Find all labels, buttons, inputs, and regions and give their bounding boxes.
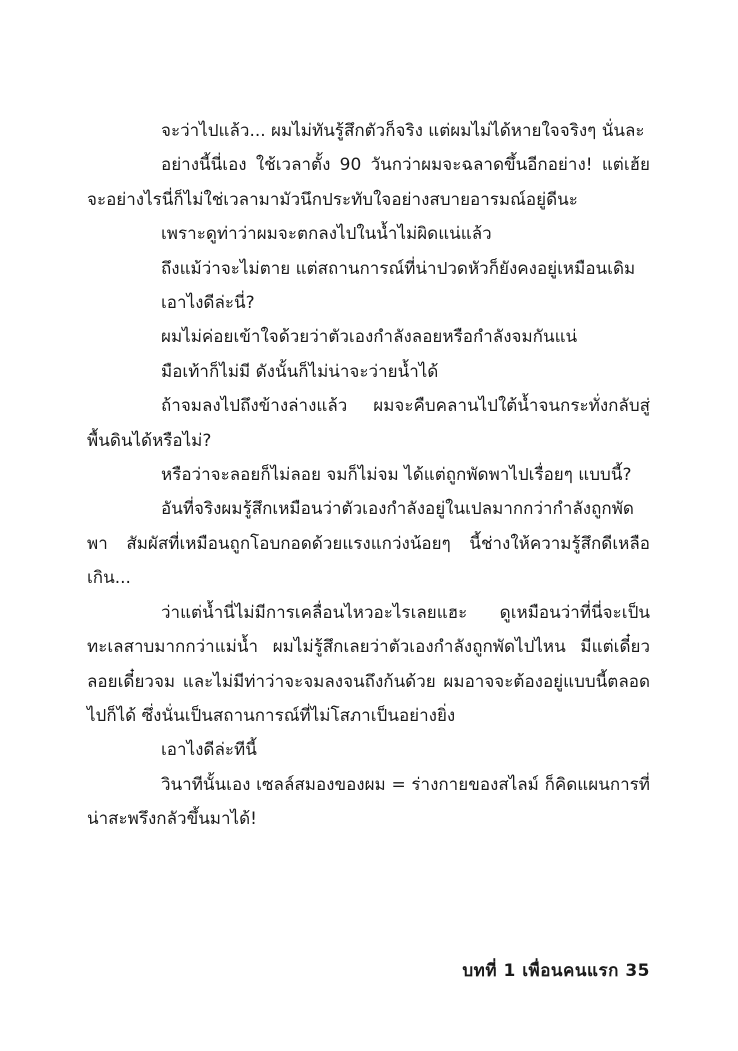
paragraph: ว่าแต่น้ำนี่ไม่มีการเคลื่อนไหวอะไรเลยแฮะ ดูเหมือนว่าที่นี่จะเป็นทะเลสาบมากกว่าแม่น้ำ ผมไม่รู้สึกเลยว่าตัวเองกำลังถูกพัดไปไหน มีแต่เดี๋ยวลอยเดี๋ยวจม และไม่มีท่าว่าจะจมลงจนถึงก้นด้วย ผมอาจจะต้องอยู่แบบนี้ตลอดไปก็ได้ ซึ่งนั่นเป็นสถานการณ์ที่ไม่โสภาเป็นอย่างยิ่ง <box>87 602 650 726</box>
paragraph: ถ้าจมลงไปถึงข้างล่างแล้ว ผมจะคืบคลานไปใต้น้ำจนกระทั่งกลับสู่พื้นดินได้หรือไม่? <box>87 396 650 451</box>
paragraph: ถึงแม้ว่าจะไม่ตาย แต่สถานการณ์ที่น่าปวดหัวก็ยังคงอยู่เหมือนเดิม <box>161 258 636 279</box>
paragraph: หรือว่าจะลอยก็ไม่ลอย จมก็ไม่จม ได้แต่ถูกพัดพาไปเรื่อยๆ แบบนี้? <box>161 465 632 486</box>
page-footer: บทที่ 1 เพื่อนคนแรก 35 <box>462 961 650 981</box>
paragraph: เอาไงดีล่ะทีนี้ <box>161 740 257 761</box>
paragraph: จะว่าไปแล้ว... ผมไม่ทันรู้สึกตัวก็จริง แต่ผมไม่ได้หายใจจริงๆ นั่นละ <box>161 121 645 141</box>
paragraph: มือเท้าก็ไม่มี ดังนั้นก็ไม่น่าจะว่ายน้ำได้ <box>161 361 439 382</box>
paragraph: เอาไงดีล่ะนี่? <box>161 293 255 314</box>
body-text <box>87 114 650 837</box>
paragraph: อย่างนี้นี่เอง ใช้เวลาตั้ง 90 วันกว่าผมจะฉลาดขึ้นอีกอย่าง! แต่เฮ้ย จะอย่างไรนี่ก็ไม่ใช่เวลามามัวนึกประทับใจอย่างสบายอารมณ์อยู่ดีนะ <box>87 155 650 210</box>
paragraph: วินาทีนั้นเอง เซลล์สมองของผม = ร่างกายของสไลม์ ก็คิดแผนการที่น่าสะพรึงกลัวขึ้นมาได้! <box>87 774 650 830</box>
paragraph: ผมไม่ค่อยเข้าใจด้วยว่าตัวเองกำลังลอยหรือกำลังจมกันแน่ <box>161 327 578 348</box>
paragraph: อันที่จริงผมรู้สึกเหมือนว่าตัวเองกำลังอยู่ในเปลมากกว่ากำลังถูกพัดพา สัมผัสที่เหมือนถูกโอบกอดด้วยแรงแกว่งน้อยๆ นี้ช่างให้ความรู้สึกดีเหลือเกิน... <box>87 499 650 589</box>
paragraph: เพราะดูท่าว่าผมจะตกลงไปในน้ำไม่ผิดแน่แล้ว <box>161 224 492 245</box>
